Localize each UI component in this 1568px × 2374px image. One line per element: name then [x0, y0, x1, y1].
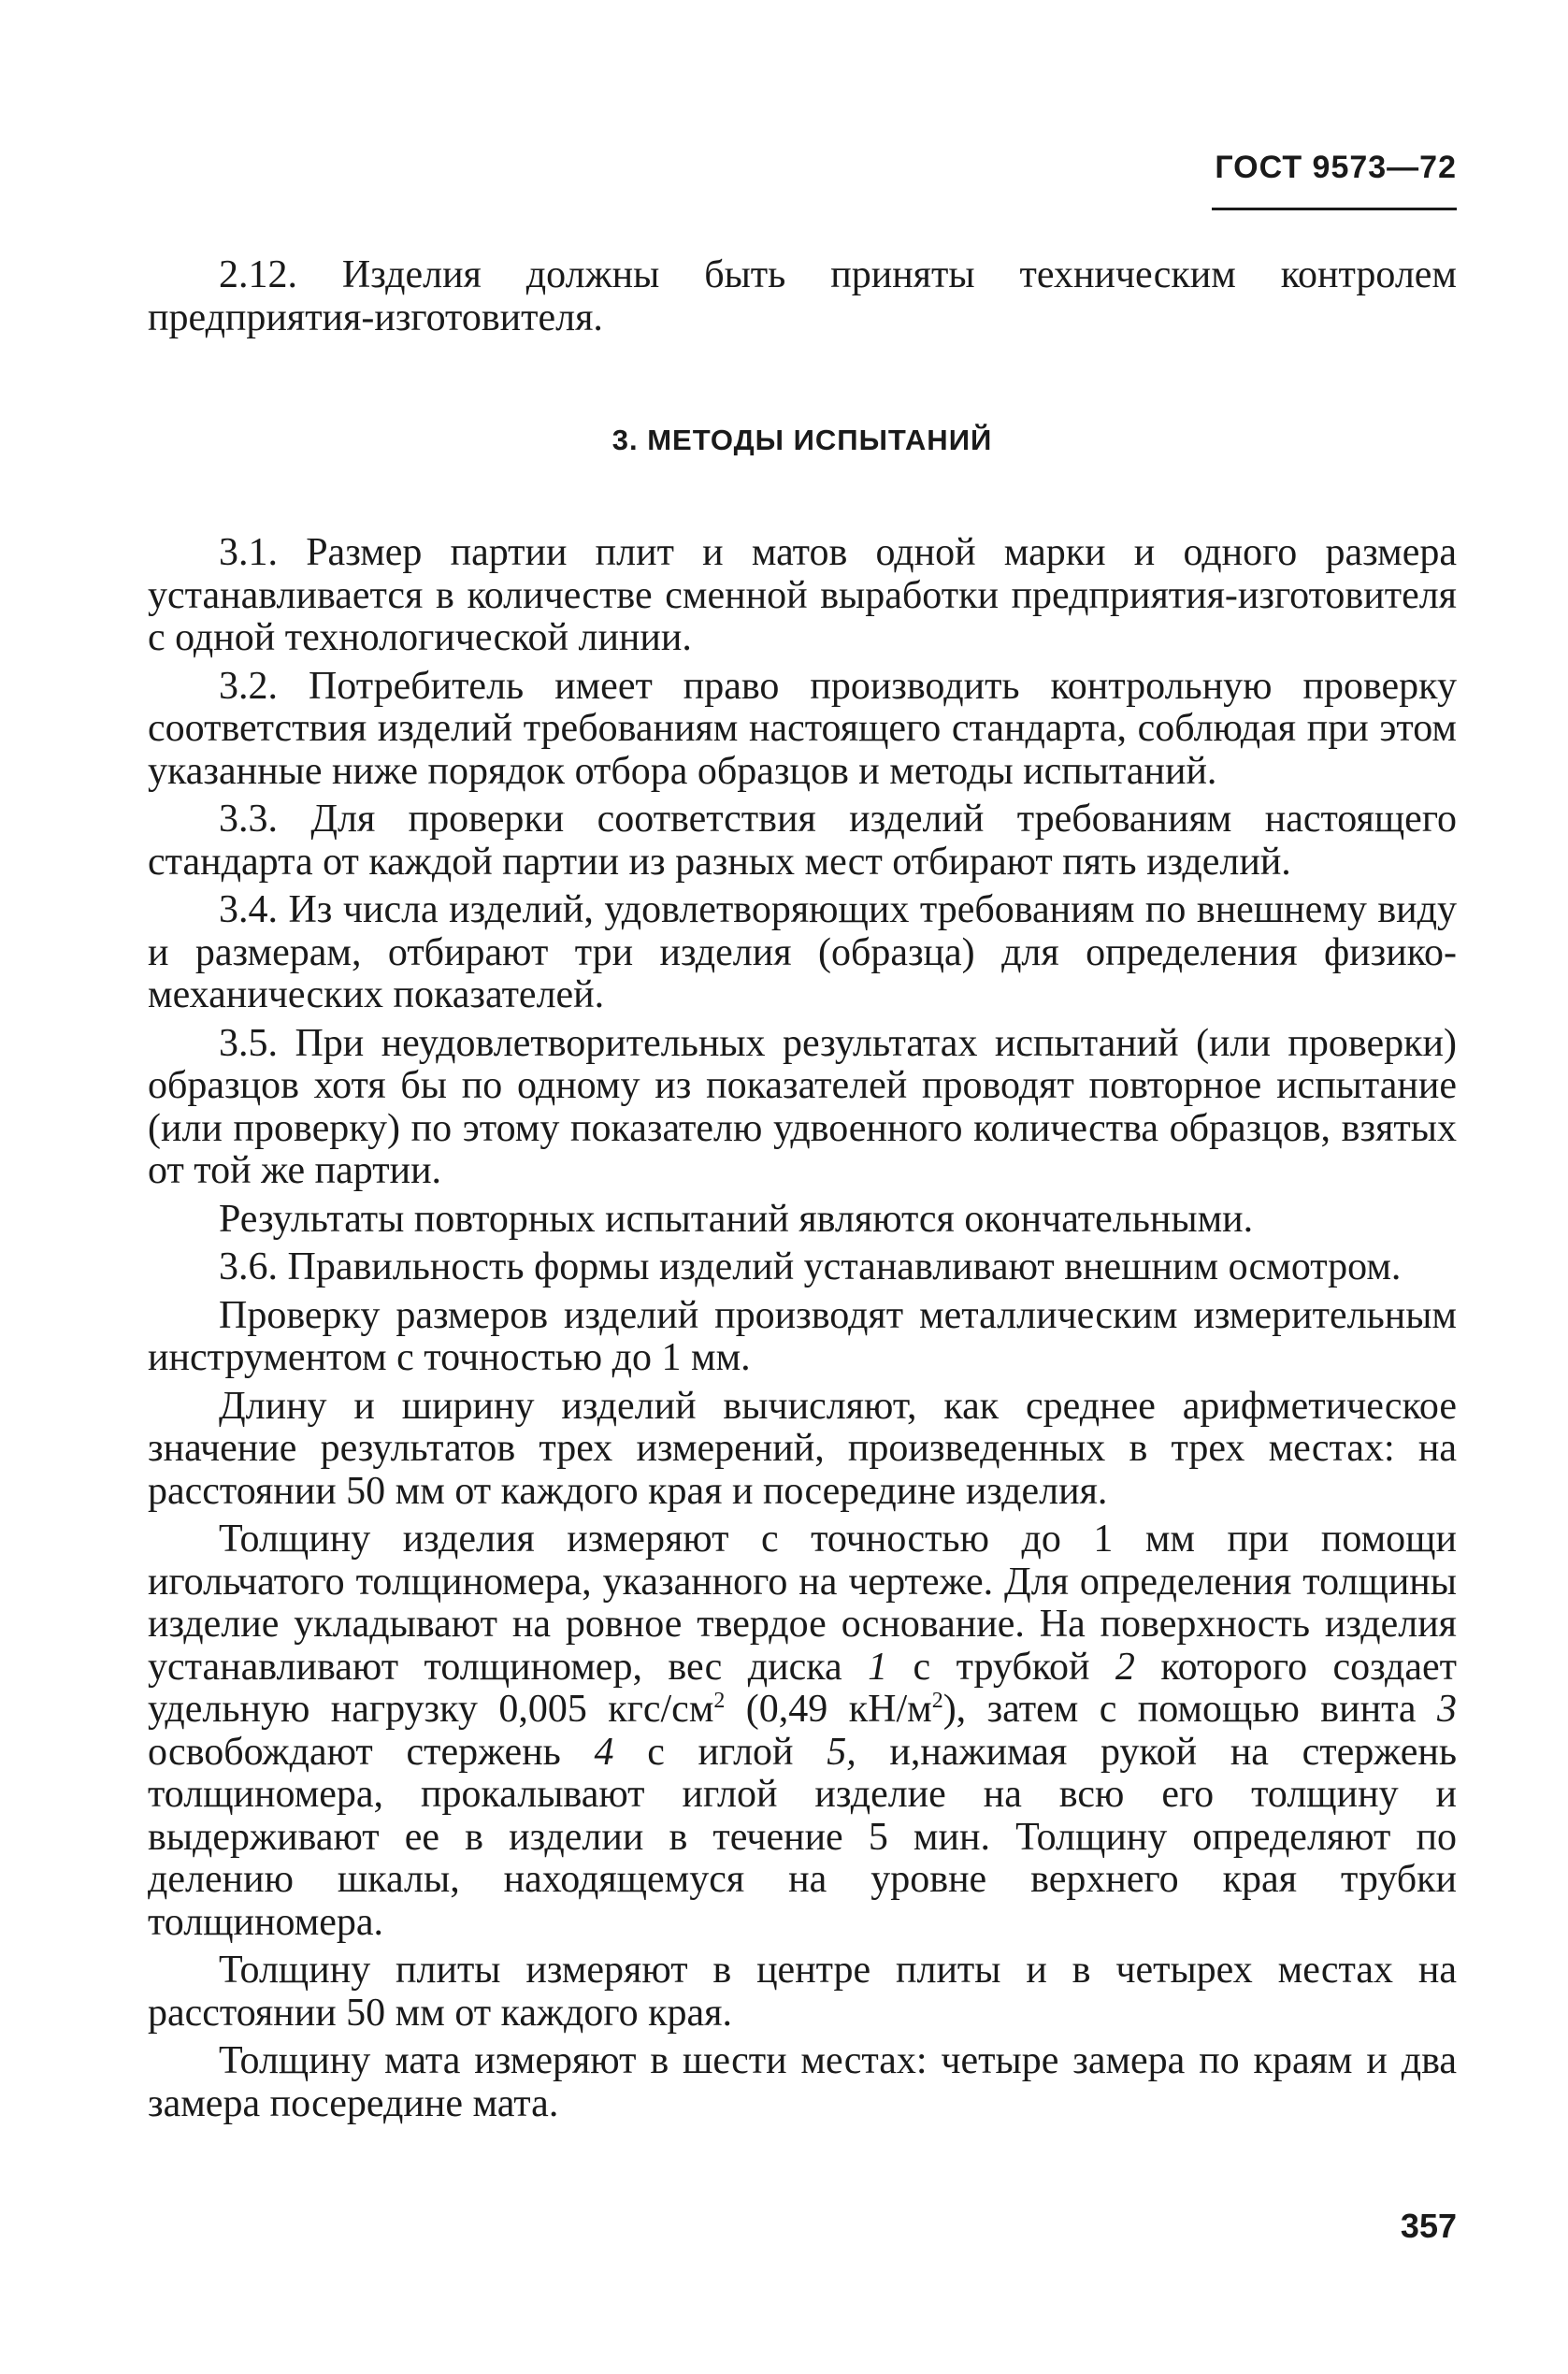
document-page	[148, 0, 1457, 2374]
document-body	[148, 254, 1457, 2125]
section-title: 3. МЕТОДЫ ИСПЫТАНИЙ	[611, 424, 993, 456]
page-number: 357	[1400, 2207, 1457, 2245]
clause-3-6: 3.6. Правильность формы изделий устанавливают внешним осмотром.	[219, 1245, 1402, 1288]
clause-3-3: 3.3. Для проверки соответствия изделий требованиям настоящего стандарта от каждой партии из разных мест отбирают пять изделий.	[148, 798, 1457, 884]
clause-3-1: 3.1. Размер партии плит и матов одной марки и одного размера устанавливается в количестве сменной выработки предприятия-изготовителя с одной технологической линии.	[148, 531, 1457, 659]
clause-3-6-dimensions: Проверку размеров изделий производят металлическим измерительным инструментом с точностью до 1 мм.	[148, 1293, 1457, 1379]
clause-3-6-length-width: Длину и ширину изделий вычисляют, как среднее арифметическое значение результатов трех измерений, произведенных в трех местах: на расстоянии 50 мм от каждого края и посередине изделия.	[148, 1384, 1457, 1513]
clause-2-12: 2.12. Изделия должны быть приняты техническим контролем предприятия-изготовителя.	[148, 253, 1457, 339]
header-rule	[1212, 208, 1457, 210]
clause-3-5-result: Результаты повторных испытаний являются окончательными.	[219, 1197, 1254, 1241]
clause-3-2: 3.2. Потребитель имеет право производить контрольную проверку соответствия изделий требованиям настоящего стандарта, соблюдая при этом указанные ниже порядок отбора образцов и методы испытаний.	[148, 664, 1457, 793]
clause-plate-thickness: Толщину плиты измеряют в центре плиты и в четырех местах на расстоянии 50 мм от каждого края.	[148, 1949, 1457, 2035]
standard-header: ГОСТ 9573—72	[1215, 150, 1457, 185]
clause-thickness-method: Толщину изделия измеряют с точностью до 1 мм при помощи игольчатого толщиномера, указанного на чертеже. Для определения толщины изделие укладывают на ровное твердое основание. На поверхность изделия устанавливают толщиномер, вес диска 1 с трубкой 2 которого создает удельную нагрузку 0,005 кгс/$см^2$ (0,49 $кН/м^2$), затем с помощью винта 3 освобождают стержень 4 с иглой 5, и,нажимая рукой на стержень толщиномера, прокалывают иглой изделие на всю его толщину и выдерживают ее в изделии в течение 5 мин. Толщину определяют по делению шкалы, находящемуся на уровне верхнего края трубки толщиномера.	[148, 1518, 1458, 1944]
clause-mat-thickness: Толщину мата измеряют в шести местах: четыре замера по краям и два замера посередине мата.	[148, 2039, 1457, 2125]
clause-3-4: 3.4. Из числа изделий, удовлетворяющих требованиям по внешнему виду и размерам, отбирают три изделия (образца) для определения физико-механических показателей.	[148, 888, 1457, 1016]
clause-3-5: 3.5. При неудовлетворительных результатах испытаний (или проверки) образцов хотя бы по одному из показателей проводят повторное испытание (или проверку) по этому показателю удвоенного количества образцов, взятых от той же партии.	[148, 1021, 1457, 1192]
